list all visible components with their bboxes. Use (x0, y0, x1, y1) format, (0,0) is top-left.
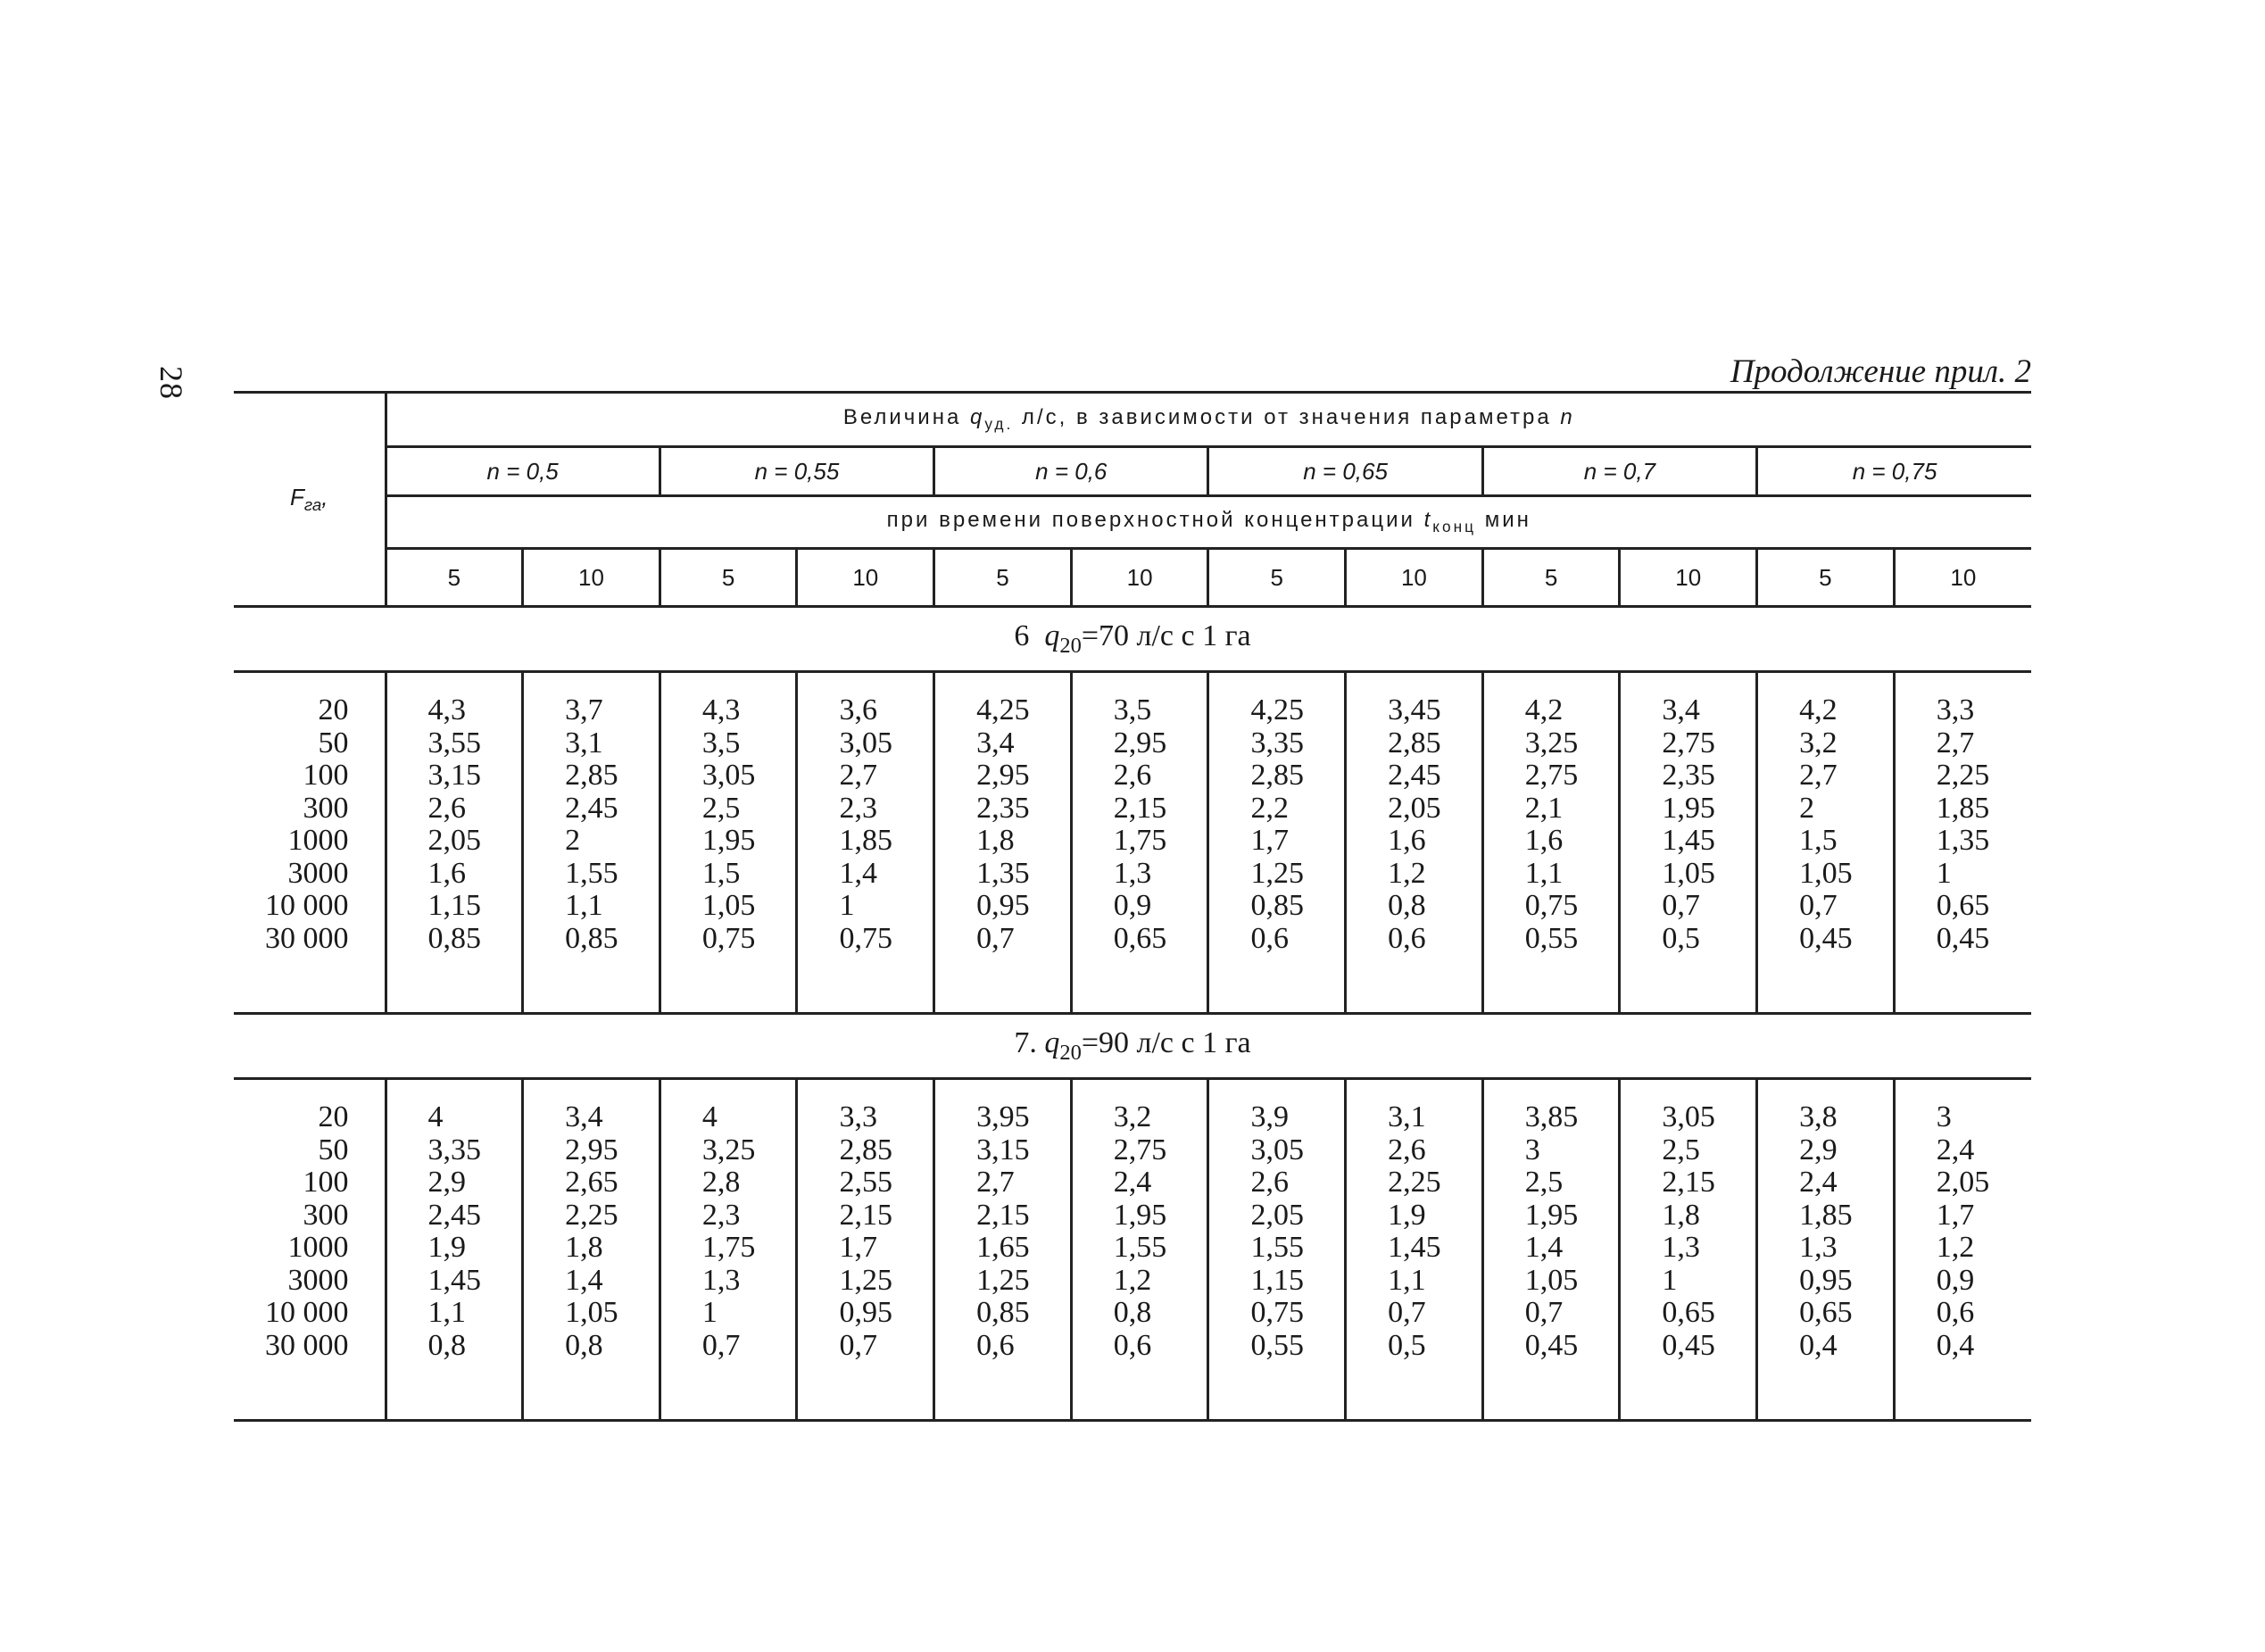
table-cell: 3,5 (1113, 693, 1152, 726)
table-cell: 0,8 (427, 1328, 466, 1362)
minutes-10: 5 (1757, 549, 1895, 607)
table-cell: 4,2 (1524, 693, 1564, 726)
table-cell: 0,65 (1662, 1296, 1715, 1329)
f-value: 50 (318, 1133, 349, 1166)
table-cell: 0,55 (1250, 1328, 1304, 1362)
table-cell: 2,35 (976, 791, 1030, 825)
table-cell: 1,4 (839, 856, 877, 890)
value-col (1208, 1079, 1346, 1421)
table-cell: 0,55 (1524, 921, 1579, 955)
value-col (1208, 672, 1346, 1014)
table-cell: 1,85 (1936, 791, 1990, 825)
table-cell: 2,95 (976, 759, 1030, 792)
table-cell: 1,15 (1250, 1263, 1304, 1297)
f-value: 20 (318, 693, 349, 726)
table-cell: 2,1 (1524, 791, 1564, 825)
table-cell: 2,05 (1250, 1198, 1304, 1232)
table-cell: 1,2 (1113, 1263, 1152, 1297)
section-7-num: 7. (1014, 1026, 1037, 1060)
q-label-post: л/с, в зависимости от значения параметра (1013, 405, 1561, 430)
table-cell: 1,7 (1936, 1198, 1975, 1232)
table-cell: 1,95 (1524, 1198, 1579, 1232)
f-symbol: F (289, 483, 304, 511)
table-cell: 2,25 (565, 1198, 618, 1232)
value-col (1757, 672, 1895, 1014)
table-cell: 4,2 (1799, 693, 1838, 726)
minutes-3: 10 (797, 549, 934, 607)
f-value: 300 (303, 791, 349, 825)
table-cell: 0,8 (1113, 1296, 1152, 1329)
table-cell: 0,7 (1524, 1296, 1564, 1329)
n-header-5: n = 0,75 (1757, 447, 2031, 496)
q-param: n (1560, 405, 1575, 430)
minutes-4: 5 (934, 549, 1072, 607)
f-sub: га (303, 495, 322, 515)
table-cell: 3,3 (1936, 693, 1975, 726)
table-cell: 1,35 (1936, 824, 1990, 857)
value-col (1894, 1079, 2031, 1421)
table-cell: 0,4 (1799, 1328, 1838, 1362)
table-cell: 3,05 (839, 726, 892, 760)
table-cell: 3,45 (1388, 693, 1441, 726)
section-6-q-sub: 20 (1059, 633, 1082, 658)
table-cell: 2,7 (976, 1166, 1015, 1199)
table-cell: 3,1 (1388, 1100, 1426, 1133)
table-cell: 3,2 (1799, 726, 1838, 760)
table-cell: 2,95 (1113, 726, 1167, 760)
f-value: 3000 (287, 856, 349, 890)
f-value: 10 000 (265, 889, 349, 922)
table-cell: 1,85 (839, 824, 892, 857)
table-cell: 2,4 (1799, 1166, 1838, 1199)
n-header-row (234, 447, 2031, 496)
table-cell: 2,55 (839, 1166, 892, 1199)
table-cell: 2,25 (1936, 759, 1990, 792)
table-cell: 0,65 (1936, 889, 1990, 922)
table-cell: 4,3 (427, 693, 466, 726)
time-label-pre: при времени поверхностной концентрации (886, 508, 1424, 533)
value-col (386, 672, 523, 1014)
table-cell: 1,1 (565, 889, 603, 922)
f-value: 30 000 (265, 921, 349, 955)
q-label-pre: Величина (842, 405, 970, 430)
value-col (660, 672, 797, 1014)
table-cell: 0,6 (1936, 1296, 1975, 1329)
value-col (1620, 1079, 1757, 1421)
minutes-row (234, 549, 2031, 607)
value-col (934, 672, 1072, 1014)
table-cell: 0,95 (839, 1296, 892, 1329)
table-cell: 1,35 (976, 856, 1030, 890)
f-suffix: , (321, 483, 328, 511)
value-col (1757, 1079, 1895, 1421)
continuation-title: Продолжение прил. 2 (1730, 353, 2031, 390)
table-cell: 0,8 (565, 1328, 603, 1362)
table-cell: 2,15 (976, 1198, 1030, 1232)
table-cell: 1,6 (1388, 824, 1426, 857)
table-cell: 2,85 (565, 759, 618, 792)
table-cell: 0,6 (1250, 921, 1289, 955)
table-cell: 1,75 (1113, 824, 1167, 857)
table-cell: 2,5 (701, 791, 741, 825)
table-cell: 2,15 (839, 1198, 892, 1232)
table-cell: 2,3 (839, 791, 877, 825)
table-cell: 4,3 (701, 693, 741, 726)
table-cell: 1,4 (565, 1263, 603, 1297)
minutes-7: 10 (1346, 549, 1483, 607)
f-value: 10 000 (265, 1296, 349, 1329)
table-cell: 0,85 (565, 921, 618, 955)
table-cell: 1,9 (427, 1231, 466, 1264)
q-symbol: q (969, 405, 985, 430)
table-cell: 2,7 (1936, 726, 1975, 760)
table-cell: 0,75 (1524, 889, 1579, 922)
table-cell: 0,45 (1662, 1328, 1715, 1362)
time-sub: конц (1432, 517, 1477, 535)
table-cell: 0,65 (1799, 1296, 1853, 1329)
minutes-11: 10 (1894, 549, 2031, 607)
table-cell: 3,6 (839, 693, 877, 726)
table-cell: 0,4 (1936, 1328, 1975, 1362)
f-value: 300 (303, 1198, 349, 1232)
table-cell: 0,85 (976, 1296, 1030, 1329)
table-cell: 3,1 (565, 726, 603, 760)
f-value: 1000 (287, 824, 349, 857)
section-7-q: q (1044, 1026, 1060, 1060)
table-cell: 2,5 (1524, 1166, 1564, 1199)
table-cell: 1,55 (1250, 1231, 1304, 1264)
table-cell: 1,5 (1799, 824, 1838, 857)
table-cell: 1,8 (565, 1231, 603, 1264)
table-cell: 2,85 (1388, 726, 1441, 760)
table-cell: 0,7 (839, 1328, 877, 1362)
table-cell: 2,85 (839, 1133, 892, 1166)
table-cell: 2,45 (565, 791, 618, 825)
table-cell: 0,45 (1524, 1328, 1579, 1362)
table-cell: 1,9 (1388, 1198, 1426, 1232)
table-cell: 1,25 (976, 1263, 1030, 1297)
table-cell: 1 (839, 889, 855, 922)
table-cell: 2,2 (1250, 791, 1289, 825)
f-value: 100 (303, 759, 349, 792)
table-cell: 0,85 (427, 921, 481, 955)
table-cell: 0,45 (1799, 921, 1853, 955)
table-cell: 2,65 (565, 1166, 618, 1199)
f-value: 30 000 (265, 1328, 349, 1362)
table-cell: 2 (565, 824, 581, 857)
table-cell: 2,45 (427, 1198, 481, 1232)
table-cell: 1,2 (1388, 856, 1426, 890)
n-header-2: n = 0,6 (934, 447, 1208, 496)
table-cell: 3,5 (701, 726, 741, 760)
f-value: 100 (303, 1166, 349, 1199)
table-cell: 1,8 (1662, 1198, 1700, 1232)
table-cell: 0,7 (1388, 1296, 1426, 1329)
table-cell: 2,6 (1113, 759, 1152, 792)
table-cell: 3,25 (1524, 726, 1579, 760)
table-cell: 1,85 (1799, 1198, 1853, 1232)
table-cell: 2,7 (839, 759, 877, 792)
table-cell: 0,65 (1113, 921, 1167, 955)
section-7-q-sub: 20 (1059, 1040, 1082, 1065)
table-cell: 0,95 (976, 889, 1030, 922)
table-cell: 0,75 (839, 921, 892, 955)
minutes-5: 10 (1071, 549, 1208, 607)
table-cell: 1,3 (701, 1263, 741, 1297)
value-col (523, 1079, 660, 1421)
table-cell: 1,15 (427, 889, 481, 922)
n-header-1: n = 0,55 (660, 447, 933, 496)
minutes-8: 5 (1482, 549, 1620, 607)
f-header (234, 393, 386, 607)
value-col (1346, 672, 1483, 1014)
table-cell: 0,85 (1250, 889, 1304, 922)
value-col (1620, 672, 1757, 1014)
value-col (523, 672, 660, 1014)
table-cell: 0,95 (1799, 1263, 1853, 1297)
table-cell: 1,55 (1113, 1231, 1167, 1264)
table-cell: 0,6 (976, 1328, 1015, 1362)
table-cell: 2,6 (1388, 1133, 1426, 1166)
table-cell: 0,7 (976, 921, 1015, 955)
table-cell: 2 (1799, 791, 1815, 825)
table-cell: 1,05 (1524, 1263, 1579, 1297)
table-cell: 2,75 (1662, 726, 1715, 760)
table-cell: 2,6 (1250, 1166, 1289, 1199)
value-col (386, 1079, 523, 1421)
table-cell: 1,2 (1936, 1231, 1975, 1264)
n-header-3: n = 0,65 (1208, 447, 1482, 496)
table-cell: 2,9 (427, 1166, 466, 1199)
minutes-2: 5 (660, 549, 797, 607)
table-cell: 0,7 (1662, 889, 1700, 922)
table-cell: 3,35 (1250, 726, 1304, 760)
section-6-rest: =70 л/с с 1 га (1081, 619, 1251, 653)
q-sub: уд. (984, 414, 1014, 433)
value-col (1346, 1079, 1483, 1421)
table-cell: 2,25 (1388, 1166, 1441, 1199)
table-cell: 0,8 (1388, 889, 1426, 922)
f-values-col (234, 672, 386, 1014)
table-cell: 4 (701, 1100, 718, 1133)
table-cell: 1,45 (1388, 1231, 1441, 1264)
table-cell: 3,35 (427, 1133, 481, 1166)
data-table (234, 391, 2031, 1422)
minutes-6: 5 (1208, 549, 1346, 607)
table-cell: 2,4 (1113, 1166, 1152, 1199)
table-cell: 0,6 (1113, 1328, 1152, 1362)
f-value: 1000 (287, 1231, 349, 1264)
minutes-0: 5 (386, 549, 523, 607)
table-cell: 3,3 (839, 1100, 877, 1133)
table-cell: 1,6 (1524, 824, 1564, 857)
table-cell: 2,45 (1388, 759, 1441, 792)
value-col (1894, 672, 2031, 1014)
table-cell: 1,4 (1524, 1231, 1564, 1264)
table-cell: 4,25 (1250, 693, 1304, 726)
value-col (797, 1079, 934, 1421)
table-cell: 0,9 (1936, 1263, 1975, 1297)
value-col (1482, 672, 1620, 1014)
table-cell: 3,4 (1662, 693, 1700, 726)
table-cell: 1,45 (427, 1263, 481, 1297)
table-cell: 1,3 (1662, 1231, 1700, 1264)
table-cell: 2,05 (427, 824, 481, 857)
table-cell: 0,5 (1388, 1328, 1426, 1362)
table-cell: 3,85 (1524, 1100, 1579, 1133)
table-cell: 1,95 (701, 824, 756, 857)
table-cell: 3,05 (1250, 1133, 1304, 1166)
table-cell: 2,35 (1662, 759, 1715, 792)
f-value: 20 (318, 1100, 349, 1133)
table-cell: 0,9 (1113, 889, 1152, 922)
table-cell: 1,25 (1250, 856, 1304, 890)
table-cell: 3 (1524, 1133, 1540, 1166)
table-cell: 1,6 (427, 856, 466, 890)
table-cell: 3,55 (427, 726, 481, 760)
table-cell: 3,4 (565, 1100, 603, 1133)
table-cell: 3 (1936, 1100, 1952, 1133)
n-header-0: n = 0,5 (386, 447, 660, 496)
f-value: 3000 (287, 1263, 349, 1297)
table-cell: 1,55 (565, 856, 618, 890)
table-cell: 2,7 (1799, 759, 1838, 792)
table-cell: 3,95 (976, 1100, 1030, 1133)
table-cell: 0,75 (1250, 1296, 1304, 1329)
section-6-q: q (1044, 619, 1060, 653)
table-cell: 3,05 (1662, 1100, 1715, 1133)
table-cell: 2,8 (701, 1166, 741, 1199)
table-cell: 1,3 (1799, 1231, 1838, 1264)
table-cell: 1,1 (1524, 856, 1564, 890)
table-cell: 3,05 (701, 759, 756, 792)
table-cell: 1,75 (701, 1231, 756, 1264)
table-cell: 1,8 (976, 824, 1015, 857)
section-7-rest: =90 л/с с 1 га (1081, 1026, 1251, 1060)
table-cell: 2,75 (1524, 759, 1579, 792)
q-header (386, 393, 2031, 447)
table-cell: 1,05 (701, 889, 756, 922)
table-cell: 3,15 (976, 1133, 1030, 1166)
section-6-num: 6 (1014, 619, 1030, 653)
table-cell: 2,5 (1662, 1133, 1700, 1166)
n-header-4: n = 0,7 (1482, 447, 1756, 496)
table-cell: 1,5 (701, 856, 741, 890)
table-cell: 0,7 (1799, 889, 1838, 922)
table-cell: 1,65 (976, 1231, 1030, 1264)
table-cell: 1,7 (1250, 824, 1289, 857)
page-number: 28 (153, 366, 189, 400)
table-cell: 2,3 (701, 1198, 741, 1232)
table-cell: 2,6 (427, 791, 466, 825)
table-cell: 3,25 (701, 1133, 756, 1166)
table-cell: 0,6 (1388, 921, 1426, 955)
table-cell: 0,75 (701, 921, 756, 955)
minutes-1: 10 (523, 549, 660, 607)
value-col (934, 1079, 1072, 1421)
section-7-data (234, 1079, 2031, 1421)
value-col (1071, 1079, 1208, 1421)
table-cell: 4 (427, 1100, 444, 1133)
value-col (1482, 1079, 1620, 1421)
table-cell: 1 (701, 1296, 718, 1329)
table-cell: 1,05 (1662, 856, 1715, 890)
table-cell: 3,4 (976, 726, 1015, 760)
table-cell: 3,15 (427, 759, 481, 792)
table-cell: 2,15 (1113, 791, 1167, 825)
table-cell: 2,05 (1388, 791, 1441, 825)
table-cell: 3,9 (1250, 1100, 1289, 1133)
table-cell: 0,7 (701, 1328, 741, 1362)
table-cell: 2,75 (1113, 1133, 1167, 1166)
table-cell: 1,1 (1388, 1263, 1426, 1297)
section-7-title (234, 1014, 2031, 1079)
table-cell: 2,9 (1799, 1133, 1838, 1166)
table-cell: 1 (1936, 856, 1952, 890)
table-cell: 1,95 (1113, 1198, 1167, 1232)
table-cell: 2,15 (1662, 1166, 1715, 1199)
table-cell: 3,2 (1113, 1100, 1152, 1133)
table-cell: 1,05 (1799, 856, 1853, 890)
table-cell: 0,45 (1936, 921, 1990, 955)
f-values-col (234, 1079, 386, 1421)
table-cell: 3,8 (1799, 1100, 1838, 1133)
table-cell: 2,05 (1936, 1166, 1990, 1199)
value-col (660, 1079, 797, 1421)
section-6-title (234, 607, 2031, 672)
table-cell: 3,7 (565, 693, 603, 726)
table-cell: 1,7 (839, 1231, 877, 1264)
table-cell: 2,4 (1936, 1133, 1975, 1166)
bottom-rule (234, 1421, 2031, 1423)
table-cell: 1,05 (565, 1296, 618, 1329)
table-cell: 1,3 (1113, 856, 1152, 890)
table-cell: 1 (1662, 1263, 1678, 1297)
section-6-data (234, 672, 2031, 1014)
table-cell: 1,25 (839, 1263, 892, 1297)
f-value: 50 (318, 726, 349, 760)
table-cell: 1,45 (1662, 824, 1715, 857)
time-header (386, 496, 2031, 549)
value-col (1071, 672, 1208, 1014)
table-cell: 0,5 (1662, 921, 1700, 955)
table-cell: 2,95 (565, 1133, 618, 1166)
table-cell: 4,25 (976, 693, 1030, 726)
value-col (797, 672, 934, 1014)
minutes-9: 10 (1620, 549, 1757, 607)
time-label-post: мин (1476, 508, 1531, 533)
time-symbol: t (1423, 508, 1433, 533)
table-cell: 1,1 (427, 1296, 466, 1329)
table-cell: 1,95 (1662, 791, 1715, 825)
table-cell: 2,85 (1250, 759, 1304, 792)
